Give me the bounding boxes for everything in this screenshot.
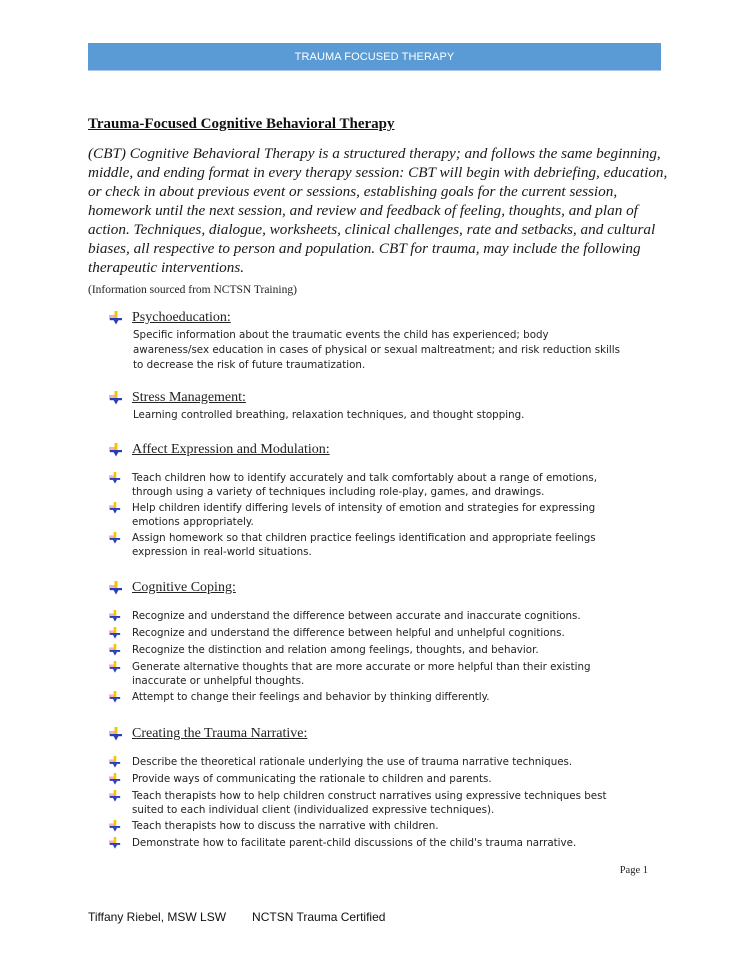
arrow-down-bullet-icon [109,443,123,457]
arrow-down-bullet-icon [109,581,123,595]
arrow-down-bullet-icon [109,391,123,405]
list-item-text: Assign homework so that children practice feelings identification and appropriate feelings [132,532,596,544]
list-item-text: Recognize and understand the difference between helpful and unhelpful cognitions. [132,627,565,639]
list-item-text: Teach children how to identify accurately and talk comfortably about a range of emotions, [132,472,597,484]
section-heading-text: Creating the Trauma Narrative: [132,726,308,741]
intro-line: action. Techniques, dialogue, worksheets, clinical challenges, rate and setbacks, and cultural [88,221,656,238]
list-item-text: Recognize and understand the difference between accurate and inaccurate cognitions. [132,610,581,622]
list-item [109,772,669,786]
list-item-text: Teach therapists how to help children construct narratives using expressive techniques best [132,790,607,802]
list-item-text: Recognize the distinction and relation among feelings, thoughts, and behavior. [132,644,539,656]
intro-paragraph [88,144,668,277]
list-item [109,755,669,769]
list-item [109,643,669,657]
list-item-text: Demonstrate how to facilitate parent-child discussions of the child's trauma narrative. [132,837,577,849]
list-item-text: emotions appropriately. [132,516,254,528]
section-body-stress-management [133,408,663,423]
list-item [109,836,669,850]
body-line: to decrease the risk of future traumatization. [133,359,366,371]
source-note: (Information sourced from NCTSN Training) [88,284,297,296]
body-line: awareness/sex education in cases of physical or sexual maltreatment; and risk reduction skills [133,344,621,356]
list-item [109,660,669,688]
list-item-text: through using a variety of techniques including role-play, games, and drawings. [132,486,545,498]
arrow-down-bullet-icon [109,661,121,673]
arrow-down-bullet-icon [109,472,121,484]
intro-line: therapeutic interventions. [88,259,245,276]
arrow-down-bullet-icon [109,727,123,741]
arrow-down-bullet-icon [109,773,121,785]
list-item [109,471,669,499]
section-heading-psychoeducation [109,310,231,326]
section-heading-stress-management [109,390,246,406]
arrow-down-bullet-icon [109,756,121,768]
arrow-down-bullet-icon [109,790,121,802]
section-heading-text: Affect Expression and Modulation: [132,442,330,457]
intro-line: homework until the next session, and review and feedback of feeling, thoughts, and plan of [88,202,638,219]
section-heading-affect-expression [109,442,330,458]
list-item-text: expression in real-world situations. [132,546,312,558]
intro-line: middle, and ending format in every therapy session: CBT will begin with debriefing, education, [88,164,668,181]
header-title: TRAUMA FOCUSED THERAPY [294,50,455,63]
section-heading-text: Cognitive Coping: [132,580,236,595]
list-item-text: Describe the theoretical rationale underlying the use of trauma narrative techniques. [132,756,573,768]
arrow-down-bullet-icon [109,502,121,514]
list-item [109,789,669,817]
list-item [109,626,669,640]
arrow-down-bullet-icon [109,627,121,639]
arrow-down-bullet-icon [109,820,121,832]
document-title: Trauma-Focused Cognitive Behavioral Therapy [88,116,395,132]
intro-line: (CBT) Cognitive Behavioral Therapy is a structured therapy; and follows the same beginning, [88,145,661,162]
intro-line: biases, all respective to person and population. CBT for trauma, may include the following [88,240,641,257]
list-item [109,690,669,704]
section-heading-cognitive-coping [109,580,236,596]
list-item-text: Generate alternative thoughts that are more accurate or more helpful than their existing [132,661,591,673]
intro-line: or check in about previous event or sessions, establishing goals for the current session, [88,183,618,200]
section-heading-text: Stress Management: [132,390,246,405]
section-body-psychoeducation [133,328,663,373]
list-item [109,819,669,833]
arrow-down-bullet-icon [109,532,121,544]
list-item-text: inaccurate or unhelpful thoughts. [132,675,305,687]
section-heading-trauma-narrative [109,726,307,742]
list-item-text: Provide ways of communicating the rationale to children and parents. [132,773,492,785]
arrow-down-bullet-icon [109,644,121,656]
list-item-text: Teach therapists how to discuss the narrative with children. [132,820,439,832]
section-heading-text: Psychoeducation: [132,310,231,325]
arrow-down-bullet-icon [109,311,123,325]
footer [88,910,385,924]
list-item [109,609,669,623]
arrow-down-bullet-icon [109,837,121,849]
list-item-text: Help children identify differing levels of intensity of emotion and strategies for expressing [132,502,596,514]
arrow-down-bullet-icon [109,610,121,622]
arrow-down-bullet-icon [109,691,121,703]
footer-author: Tiffany Riebel, MSW LSW [88,910,227,924]
header-bar [88,43,661,71]
footer-certification: NCTSN Trauma Certified [252,910,386,924]
list-item [109,531,669,559]
body-line: Specific information about the traumatic events the child has experienced; body [133,329,549,341]
list-item [109,501,669,529]
list-item-text: suited to each individual client (individualized expressive techniques). [132,804,495,816]
list-item-text: Attempt to change their feelings and behavior by thinking differently. [132,691,490,703]
page-number: Page 1 [619,865,648,876]
body-line: Learning controlled breathing, relaxation techniques, and thought stopping. [133,409,525,421]
